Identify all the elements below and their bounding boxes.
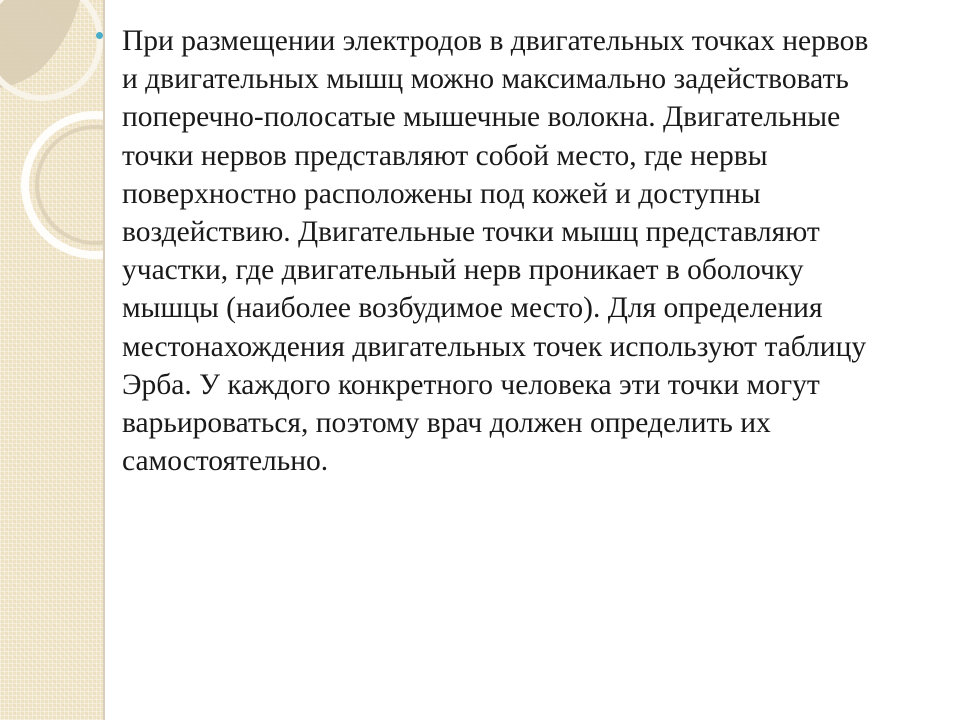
bullet-icon — [96, 32, 103, 39]
top-arc-shape — [0, 0, 80, 88]
slide-content — [122, 22, 934, 480]
inner-ring — [37, 127, 105, 243]
body-paragraph: При размещении электродов в двигательных точках нервов и двигательных мышц можно максимально задействовать поперечно-полосатые мышечные волокна. Двигательные точки нервов представляют собой место, где нервы поверхностно расположены под кожей и доступны воздействию. Двигательные точки мышц представляют участки, где двигательный нерв проникает в оболочку мышцы (наиболее возбудимое место). Для определения местонахождения двигательных точек используют таблицу Эрба. У каждого конкретного человека эти точки могут варьироваться, поэтому врач должен определить их самостоятельно. — [122, 25, 869, 478]
decorative-rings — [0, 0, 105, 290]
